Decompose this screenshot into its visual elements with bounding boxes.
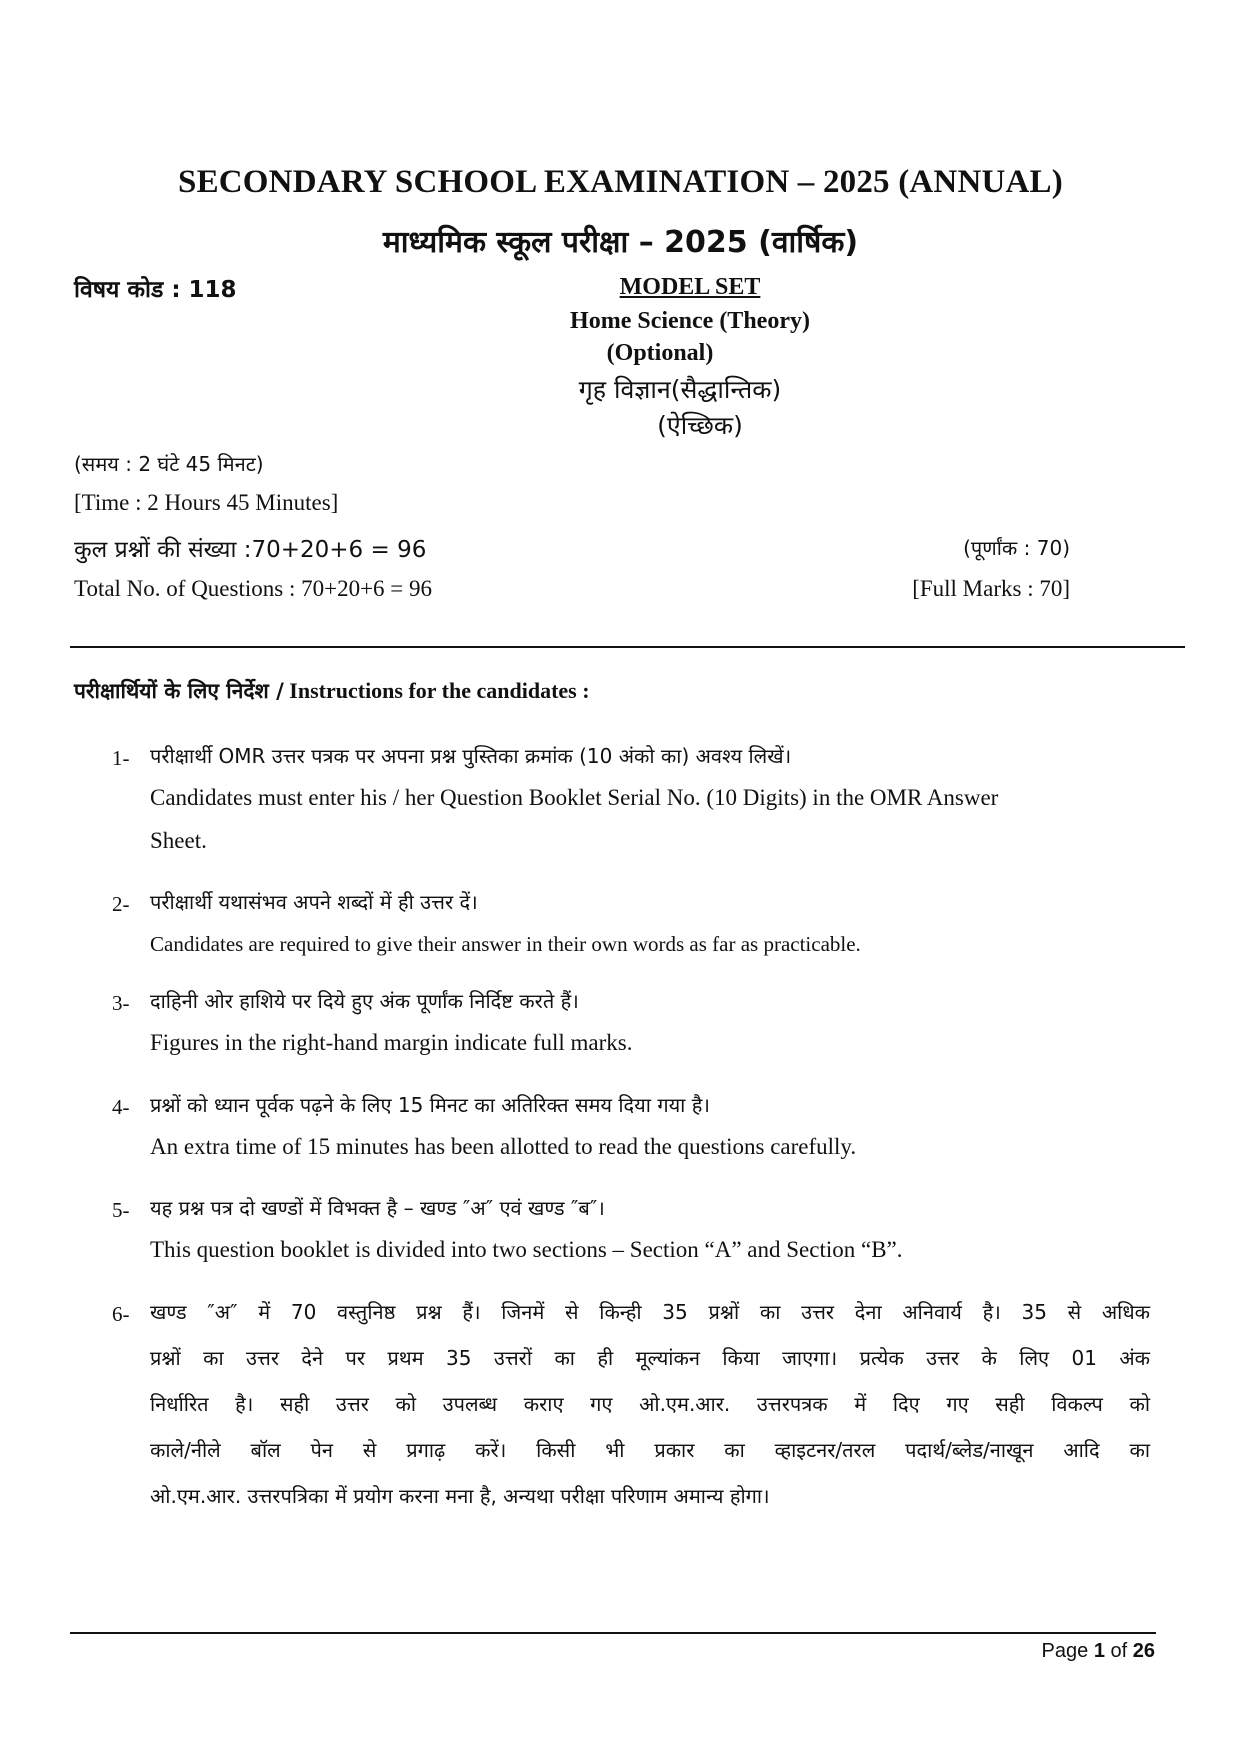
instruction-text-hi: परीक्षार्थी यथासंभव अपने शब्दों में ही उत्तर दें। (150, 890, 478, 914)
instruction-text-hi: खण्ड ″अ″ में 70 वस्तुनिष्ठ प्रश्न हैं। जिनमें से किन्ही 35 प्रश्नों का उत्तर देना अनिवार्य है। 35 से अधिक (150, 1300, 1150, 1324)
footer-divider (70, 1632, 1156, 1634)
instruction-text-hi-cont: निर्धारित है। सही उत्तर को उपलब्ध कराए गए ओ.एम.आर. उत्तरपत्रक में दिए गए सही विकल्प को (150, 1392, 1150, 1416)
time-hi: (समय : 2 घंटे 45 मिनट) (74, 452, 264, 476)
time-en: [Time : 2 Hours 45 Minutes] (74, 490, 339, 515)
page-total: 26 (1132, 1640, 1155, 1662)
instruction-text-hi-cont: ओ.एम.आर. उत्तरपत्रिका में प्रयोग करना मना है, अन्यथा परीक्षा परिणाम अमान्य होगा। (150, 1484, 770, 1508)
instruction-text-hi-cont: काले/नीले बॉल पेन से प्रगाढ़ करें। किसी भी प्रकार का व्हाइटनर/तरल पदार्थ/ब्लेड/नाखून आदि का (150, 1438, 1150, 1462)
instruction-text-en: Candidates are required to give their answer in their own words as far as practicable. (150, 932, 861, 956)
instruction-text-en-cont: Sheet. (150, 828, 207, 853)
question-count-en: Total No. of Questions : 70+20+6 = 96 (74, 576, 433, 601)
subject-name-en: Home Science (Theory) (570, 308, 810, 334)
subject-name-hi: गृह विज्ञान(सैद्धान्तिक) (578, 375, 782, 404)
model-set-label: MODEL SET (619, 274, 761, 300)
instructions-heading-en: Instructions for the candidates : (289, 678, 590, 703)
page-word: Page (1041, 1640, 1089, 1662)
instructions-heading (74, 677, 590, 705)
instruction-text-hi: प्रश्नों को ध्यान पूर्वक पढ़ने के लिए 15 मिनट का अतिरिक्त समय दिया गया है। (150, 1093, 710, 1117)
instruction-text-en: Candidates must enter his / her Question Booklet Serial No. (10 Digits) in the OMR Answer (150, 785, 999, 810)
full-marks-hi: (पूर्णांक : 70) (963, 536, 1070, 560)
instruction-text-hi-cont: प्रश्नों का उत्तर देने पर प्रथम 35 उत्तरों का ही मूल्यांकन किया जाएगा। प्रत्येक उत्तर के लिए 01 अंक (150, 1346, 1150, 1370)
page-number (1042, 1640, 1155, 1663)
full-marks-en: [Full Marks : 70] (912, 576, 1070, 601)
exam-title-en: SECONDARY SCHOOL EXAMINATION – 2025 (ANNUAL) (178, 164, 1063, 200)
instruction-text-en: Figures in the right-hand margin indicate full marks. (150, 1030, 633, 1055)
page-current: 1 (1093, 1640, 1105, 1662)
exam-title-hi: माध्यमिक स्कूल परीक्षा – 2025 (वार्षिक) (382, 225, 859, 260)
instruction-text-hi: दाहिनी ओर हाशिये पर दिये हुए अंक पूर्णांक निर्दिष्ट करते हैं। (150, 989, 579, 1013)
header-divider (70, 646, 1185, 648)
optional-label-hi: (ऐच्छिक) (657, 411, 743, 440)
instruction-number: 4- (112, 1095, 130, 1119)
instruction-number: 6- (112, 1302, 130, 1326)
subject-code: विषय कोड : 118 (74, 277, 237, 303)
instruction-text-hi: परीक्षार्थी OMR उत्तर पत्रक पर अपना प्रश्न पुस्तिका क्रमांक (10 अंको का) अवश्य लिखें। (150, 744, 792, 768)
instruction-text-hi: यह प्रश्न पत्र दो खण्डों में विभक्त है – खण्ड ″अ″ एवं खण्ड ″ब″। (150, 1196, 605, 1220)
of-word: of (1110, 1640, 1128, 1662)
optional-label-en: (Optional) (606, 340, 714, 366)
instruction-number: 2- (112, 892, 130, 916)
instructions-heading-hi: परीक्षार्थियों के लिए निर्देश / (74, 679, 284, 703)
instruction-number: 5- (112, 1198, 130, 1222)
question-count-hi: कुल प्रश्नों की संख्या :70+20+6 = 96 (74, 537, 427, 563)
instruction-number: 1- (112, 746, 130, 770)
instruction-number: 3- (112, 991, 130, 1015)
instruction-text-en: This question booklet is divided into two sections – Section “A” and Section “B”. (150, 1237, 903, 1262)
instruction-text-en: An extra time of 15 minutes has been allotted to read the questions carefully. (150, 1134, 857, 1159)
